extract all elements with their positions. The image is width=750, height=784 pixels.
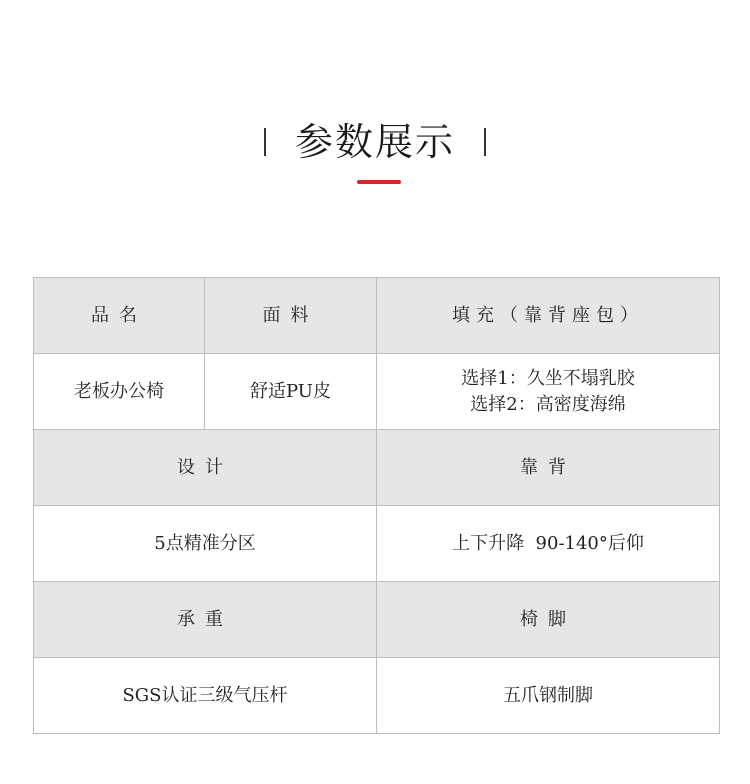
title-right-bar: [484, 128, 486, 156]
value-cell-load: SGS认证三级气压杆: [34, 658, 377, 734]
table-row: [34, 354, 720, 430]
value-cell-base: 五爪钢制脚: [377, 658, 720, 734]
value-cell-fabric: 舒适PU皮: [205, 354, 377, 430]
value-cell-design: 5点精准分区: [34, 506, 377, 582]
spec-table: [33, 277, 720, 734]
header-cell-backrest: 靠背: [377, 430, 720, 506]
table-row: [34, 658, 720, 734]
header-cell-design: 设计: [34, 430, 377, 506]
filling-option-1: 选择1：久坐不塌乳胶: [461, 367, 635, 389]
header-cell-name: 品名: [34, 278, 205, 354]
table-row: [34, 430, 720, 506]
section-title: [0, 112, 750, 172]
table-row: [34, 278, 720, 354]
header-cell-load: 承重: [34, 582, 377, 658]
table-row: [34, 506, 720, 582]
value-cell-backrest: 上下升降 90-140°后仰: [377, 506, 720, 582]
header-cell-filling: 填充（靠背座包）: [377, 278, 720, 354]
title-underline-accent: [357, 180, 401, 184]
header-cell-base: 椅脚: [377, 582, 720, 658]
header-cell-fabric: 面料: [205, 278, 377, 354]
title-left-bar: [264, 128, 266, 156]
table-row: [34, 582, 720, 658]
value-cell-name: 老板办公椅: [34, 354, 205, 430]
value-cell-filling: [377, 354, 720, 430]
page-title: 参数展示: [294, 120, 455, 164]
filling-option-2: 选择2：高密度海绵: [470, 393, 626, 415]
